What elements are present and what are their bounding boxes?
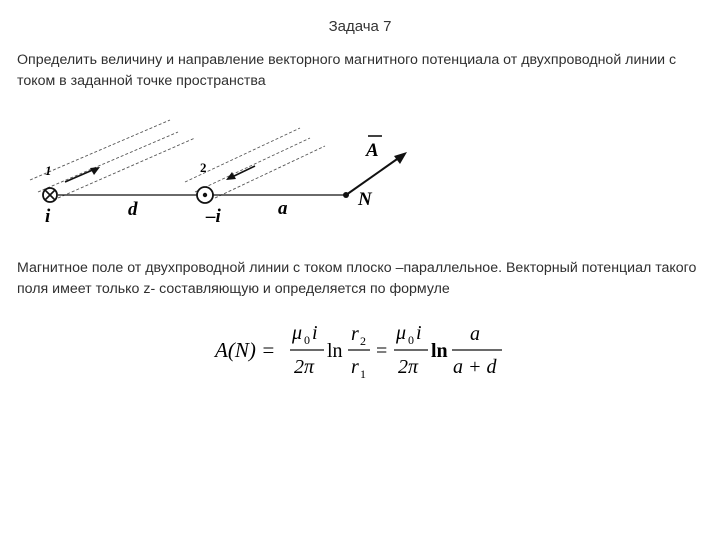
formula-mu-sub-1: 0 [304, 333, 310, 347]
slide-title: Задача 7 [328, 18, 392, 35]
wire1-dashed-lines [30, 120, 195, 198]
current2-label: –i [206, 206, 221, 227]
formula-lhs: A(N) = [215, 338, 276, 362]
formula-ln-2: ln [431, 340, 448, 362]
formula-i-2: i [416, 322, 422, 344]
wire1-label: 1 [45, 163, 52, 178]
current-arrow-wire2 [226, 166, 255, 180]
formula-r1: r [351, 356, 359, 378]
formula-mu-2: μ [396, 322, 407, 344]
formula-two-pi-1: 2π [294, 356, 315, 378]
formula-equals: = [376, 340, 388, 362]
formula-r2: r [351, 323, 359, 345]
distance-d-label: d [128, 199, 138, 220]
wire2-label: 2 [200, 160, 207, 175]
point-n-label: N [358, 189, 372, 210]
formula-num-a: a [470, 323, 480, 345]
distance-a-label: a [278, 198, 288, 219]
wire2-dot-icon [197, 187, 213, 203]
current1-label: i [45, 206, 51, 227]
explanation-text: Магнитное поле от двухпроводной линии с током плоско –параллельное. Векторный потенциал такого поля имеет только z- составляющую и определяется по формуле [17, 260, 697, 297]
formula-ln-1: ln [327, 340, 343, 362]
problem-statement: Определить величину и направление векторного магнитного потенциала от двухпроводной линии с током в заданной точке пространства [17, 52, 677, 89]
two-wire-line-diagram [0, 110, 720, 235]
formula-i-1: i [312, 322, 318, 344]
formula-mu-sub-2: 0 [408, 333, 414, 347]
formula-r1-sub: 1 [360, 367, 366, 381]
vector-a-label: A [366, 140, 379, 161]
wire1-cross-icon [43, 188, 57, 202]
current-arrow-wire1 [65, 167, 100, 182]
formula-den-a-plus-d: a + d [453, 356, 497, 378]
formula-two-pi-2: 2π [398, 356, 419, 378]
vector-potential-formula [200, 315, 520, 385]
formula-r2-sub: 2 [360, 334, 366, 348]
formula-mu-1: μ [292, 322, 303, 344]
